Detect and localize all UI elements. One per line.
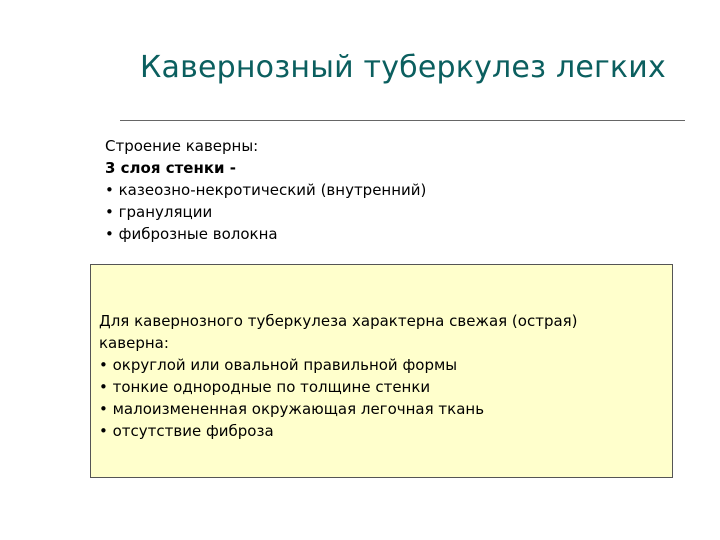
structure-item: • казеозно-некротический (внутренний) <box>105 181 427 199</box>
characteristics-item: • малоизмененная окружающая легочная ткань <box>99 400 485 418</box>
structure-heading: Строение каверны: <box>105 137 259 155</box>
structure-item: • грануляции <box>105 203 213 221</box>
characteristics-item: • тонкие однородные по толщине стенки <box>99 378 431 396</box>
cavity-structure-block <box>105 135 605 245</box>
characteristics-item: • отсутствие фиброза <box>99 422 274 440</box>
structure-subheading: 3 слоя стенки - <box>105 159 236 177</box>
characteristics-intro-line-2: каверна: <box>99 334 169 352</box>
structure-item: • фиброзные волокна <box>105 225 278 243</box>
characteristics-item: • округлой или овальной правильной формы <box>99 356 458 374</box>
characteristics-box <box>90 264 673 478</box>
characteristics-intro-line-1: Для кавернозного туберкулеза характерна свежая (острая) <box>99 312 578 330</box>
slide-title: Кавернозный туберкулез легких <box>140 50 666 85</box>
title-divider <box>120 120 685 121</box>
characteristics-text <box>99 310 674 442</box>
